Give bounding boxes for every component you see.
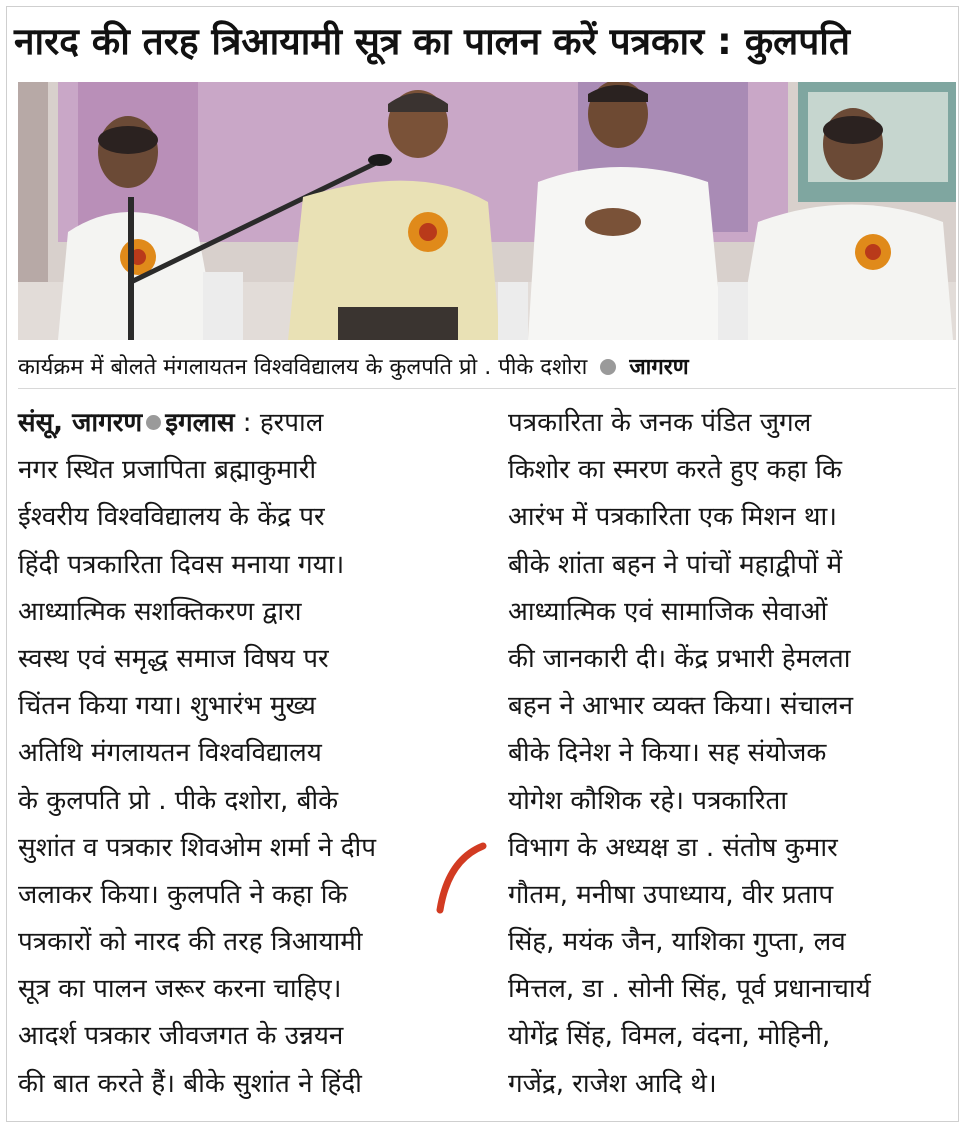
text-line: बीके शांता बहन ने पांचों महाद्वीपों में (508, 549, 843, 580)
text-line: की बात करते हैं। बीके सुशांत ने हिंदी (18, 1068, 362, 1099)
text-line (18, 400, 458, 447)
text-line: चिंतन किया गया। शुभारंभ मुख्य (18, 691, 316, 722)
text-line: गौतम, मनीषा उपाध्याय, वीर प्रताप (508, 879, 834, 910)
text-line: जलाकर किया। कुलपति ने कहा कि (18, 879, 348, 910)
text-line: योगेश कौशिक रहे। पत्रकारिता (508, 785, 788, 816)
text-line: योगेंद्र सिंह, विमल, वंदना, मोहिनी, (508, 1021, 831, 1052)
text-line: सिंह, मयंक जैन, याशिका गुप्ता, लव (508, 927, 846, 958)
text-line: आध्यात्मिक सशक्तिकरण द्वारा (18, 596, 302, 627)
text-line: नगर स्थित प्रजापिता ब्रह्माकुमारी (18, 455, 317, 486)
text-line: पत्रकारिता के जनक पंडित जुगल (508, 408, 812, 438)
text-line: मित्तल, डा . सोनी सिंह, पूर्व प्रधानाचार्य (508, 974, 871, 1005)
dateline-city: इगलास (165, 408, 235, 438)
text-line: की जानकारी दी। केंद्र प्रभारी हेमलता (508, 643, 851, 674)
event-photo (18, 82, 956, 340)
text-line: सुशांत व पत्रकार शिवओम शर्मा ने दीप (18, 832, 377, 863)
photo-caption (18, 348, 956, 389)
text-line: विभाग के अध्यक्ष डा . संतोष कुमार (508, 832, 838, 863)
text-line: के कुलपति प्रो . पीके दशोरा, बीके (18, 785, 339, 816)
text-line: गजेंद्र, राजेश आदि थे। (508, 1068, 717, 1099)
text-line: आदर्श पत्रकार जीवजगत के उन्नयन (18, 1021, 344, 1052)
headline: नारद की तरह त्रिआयामी सूत्र का पालन करें पत्रकार : कुलपति (14, 20, 850, 63)
text-line-fragment: : हरपाल (242, 408, 324, 438)
text-line: पत्रकारों को नारद की तरह त्रिआयामी (18, 927, 363, 958)
caption-text: कार्यक्रम में बोलते मंगलायतन विश्वविद्यालय के कुलपति प्रो . पीके दशोरा (18, 355, 588, 380)
article-column-left (18, 400, 458, 1108)
caption-source: जागरण (629, 355, 689, 380)
bullet-dot (146, 415, 161, 430)
text-line: स्वस्थ एवं समृद्ध समाज विषय पर (18, 643, 329, 674)
text-line: अतिथि मंगलायतन विश्वविद्यालय (18, 738, 322, 769)
text-line: आरंभ में पत्रकारिता एक मिशन था। (508, 502, 838, 533)
text-line: हिंदी पत्रकारिता दिवस मनाया गया। (18, 549, 345, 580)
photo-illustration (18, 82, 956, 340)
article-column-right (508, 400, 948, 1108)
red-pen-mark (428, 840, 498, 920)
text-line: बीके दिनेश ने किया। सह संयोजक (508, 738, 827, 769)
text-line: ईश्वरीय विश्वविद्यालय के केंद्र पर (18, 502, 325, 533)
dateline-place: संसू, जागरण (18, 408, 143, 438)
text-line: सूत्र का पालन जरूर करना चाहिए। (18, 974, 342, 1005)
text-line: बहन ने आभार व्यक्त किया। संचालन (508, 691, 854, 722)
text-line: आध्यात्मिक एवं सामाजिक सेवाओं (508, 596, 828, 627)
bullet-dot (600, 359, 616, 375)
text-line: किशोर का स्मरण करते हुए कहा कि (508, 455, 842, 486)
